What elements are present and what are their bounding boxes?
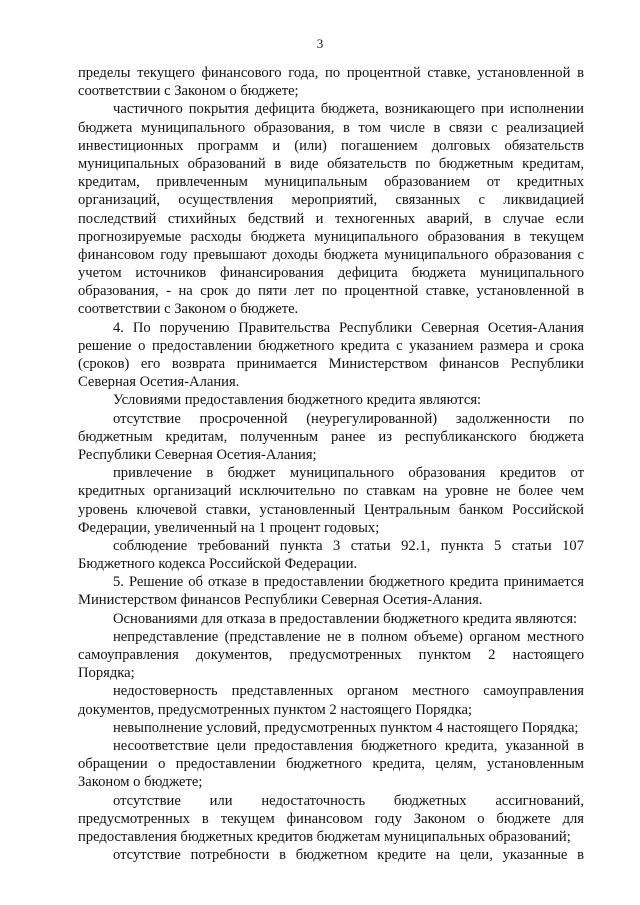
text-line: кредитам, привлеченным муниципальным образованием от кредитных (78, 174, 584, 191)
paragraph (78, 573, 584, 609)
paragraph (78, 100, 584, 318)
paragraph (78, 682, 584, 718)
text-line: Законом о бюджете; (78, 774, 203, 791)
paragraph (78, 792, 584, 847)
text-line: Бюджетного кодекса Российской Федерации. (78, 556, 358, 573)
paragraph (78, 537, 584, 573)
text-line: пределы текущего финансового года, по процентной ставке, установленной в (78, 65, 584, 81)
paragraph (78, 319, 584, 392)
text-line: Республики Северная Осетия-Алания; (78, 446, 317, 463)
paragraph (78, 391, 584, 409)
text-line: отсутствие или недостаточность бюджетных ассигнований, (113, 792, 584, 809)
text-line: отсутствие потребности в бюджетном кредите на цели, указанные в (113, 847, 584, 864)
text-line: финансовом году превышают доходы бюджета муниципального образования с (78, 246, 584, 263)
text-line: несоответствие цели предоставления бюджетного кредита, указанной в (113, 737, 584, 754)
paragraph (78, 464, 584, 537)
text-line: решение о предоставлении бюджетного кредита с указанием размера и срока (78, 337, 584, 354)
text-line: обращении о предоставлении бюджетного кредита, целям, установленным (78, 756, 584, 773)
text-line: недостоверность представленных органом местного самоуправления (113, 683, 584, 700)
text-line: уровень ключевой ставки, установленный Центральным банком Российской (78, 501, 584, 518)
text-line: отсутствие просроченной (неурегулированной) задолженности по (113, 410, 584, 427)
text-line: привлечение в бюджет муниципального образования кредитов от (113, 465, 584, 482)
text-line: непредставление (представление не в полном объеме) органом местного (113, 628, 584, 645)
paragraph (78, 737, 584, 792)
text-line: бюджетным кредитам, полученным ранее из республиканского бюджета (78, 428, 584, 445)
text-line: соблюдение требований пункта 3 статьи 92.1, пункта 5 статьи 107 (113, 537, 584, 554)
paragraph (78, 610, 584, 628)
text-line: муниципальных образований в виде обязательств по бюджетным кредитам, (78, 155, 584, 172)
text-line: Федерации, увеличенный на 1 процент годовых; (78, 519, 380, 536)
paragraph (78, 846, 584, 864)
text-line: 5. Решение об отказе в предоставлении бюджетного кредита принимается (113, 574, 584, 591)
text-line: последствий стихийных бедствий и техногенных аварий, в случае если (78, 210, 584, 227)
text-line: образования, - на срок до пяти лет по процентной ставке, установленной в (78, 283, 584, 300)
text-line: частичного покрытия дефицита бюджета, возникающего при исполнении (113, 101, 584, 118)
text-line: Основаниями для отказа в предоставлении бюджетного кредита являются: (113, 610, 578, 627)
paragraph (78, 719, 584, 737)
text-line: Условиями предоставления бюджетного кредита являются: (113, 392, 482, 409)
paragraph (78, 628, 584, 683)
text-line: документов, предусмотренных пунктом 2 настоящего Порядка; (78, 701, 473, 718)
text-line: организаций, осуществления мероприятий, связанных с ликвидацией (78, 192, 584, 209)
text-line: соответствии с Законом о бюджете. (78, 301, 299, 318)
paragraph (78, 64, 584, 100)
text-line: предусмотренных в текущем финансовом году Законом о бюджете для (78, 810, 584, 827)
text-line: 4. По поручению Правительства Республики Северная Осетия-Алания (113, 319, 584, 336)
text-line: Министерством финансов Республики Северная Осетия-Алания. (78, 592, 483, 609)
text-line: предоставления бюджетных кредитов бюджетам муниципальных образований; (78, 828, 571, 845)
text-line: Северная Осетия-Алания. (78, 374, 240, 391)
text-line: невыполнение условий, предусмотренных пунктом 4 настоящего Порядка; (113, 719, 579, 736)
text-line: Порядка; (78, 665, 135, 682)
document-body (78, 64, 584, 864)
paragraph (78, 410, 584, 465)
text-line: соответствии с Законом о бюджете; (78, 83, 299, 100)
text-line: бюджета муниципального образования, в том числе в связи с реализацией (78, 119, 584, 136)
text-line: самоуправления документов, предусмотренных пунктом 2 настоящего (78, 647, 584, 663)
text-line: (сроков) его возврата принимается Министерством финансов Республики (78, 356, 584, 372)
text-line: кредитных организаций исключительно по ставкам на уровне не более чем (78, 483, 584, 500)
text-line: инвестиционных программ и (или) погашением долговых обязательств (78, 137, 584, 154)
text-line: прогнозируемые расходы бюджета муниципального образования в текущем (78, 228, 584, 245)
page-number: 3 (316, 36, 324, 51)
text-line: учетом источников финансирования дефицита бюджета муниципального (78, 265, 584, 282)
